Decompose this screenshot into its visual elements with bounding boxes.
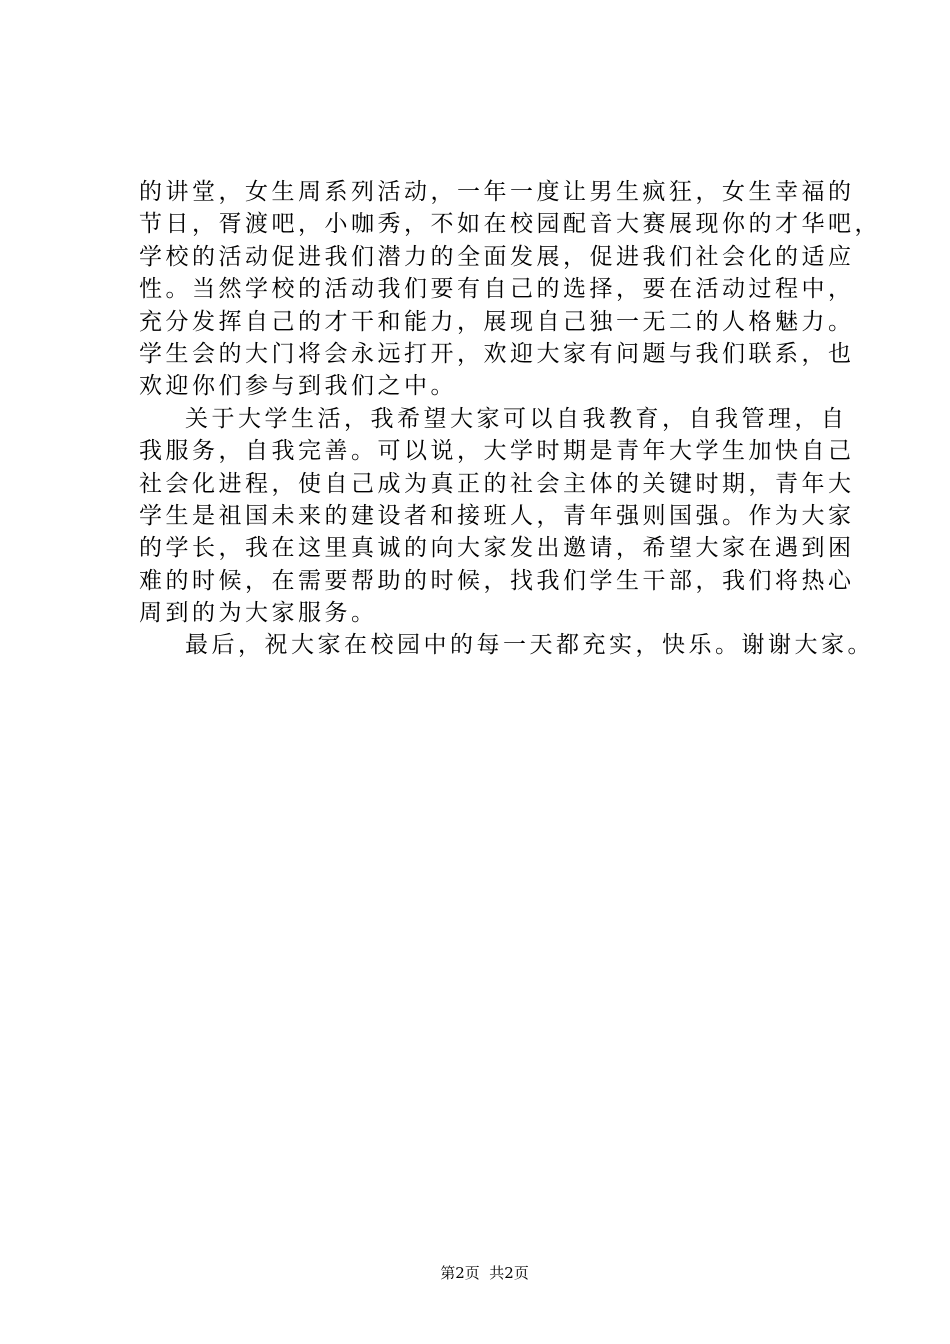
text-line: 的学长，我在这里真诚的向大家发出邀请，希望大家在遇到困 xyxy=(139,535,855,562)
paragraph-start-line: 关于大学生活，我希望大家可以自我教育，自我管理，自 xyxy=(185,405,848,432)
text-line: 欢迎你们参与到我们之中。 xyxy=(139,373,457,400)
text-line: 充分发挥自己的才干和能力，展现自己独一无二的人格魅力。 xyxy=(139,308,855,335)
page-number-label: 第2页 共2页 xyxy=(440,1264,529,1282)
text-line: 难的时候，在需要帮助的时候，找我们学生干部，我们将热心 xyxy=(139,567,855,594)
text-line: 我服务，自我完善。可以说，大学时期是青年大学生加快自己 xyxy=(139,438,855,465)
text-line: 学生是祖国未来的建设者和接班人，青年强则国强。作为大家 xyxy=(139,502,855,529)
body-text xyxy=(139,176,881,662)
text-line: 社会化进程，使自己成为真正的社会主体的关键时期，青年大 xyxy=(139,470,855,497)
text-line: 学生会的大门将会永远打开，欢迎大家有问题与我们联系，也 xyxy=(139,340,855,367)
text-line: 节日，胥渡吧，小咖秀，不如在校园配音大赛展现你的才华吧， xyxy=(139,211,881,238)
page-footer xyxy=(0,1243,950,1303)
text-line: 的讲堂，女生周系列活动，一年一度让男生疯狂，女生幸福的 xyxy=(139,179,855,205)
text-line: 性。当然学校的活动我们要有自己的选择，要在活动过程中， xyxy=(139,276,855,303)
text-line: 学校的活动促进我们潜力的全面发展，促进我们社会化的适应 xyxy=(139,243,855,270)
text-line: 周到的为大家服务。 xyxy=(139,600,378,627)
paragraph-start-line: 最后，祝大家在校园中的每一天都充实，快乐。谢谢大家。 xyxy=(185,632,874,659)
